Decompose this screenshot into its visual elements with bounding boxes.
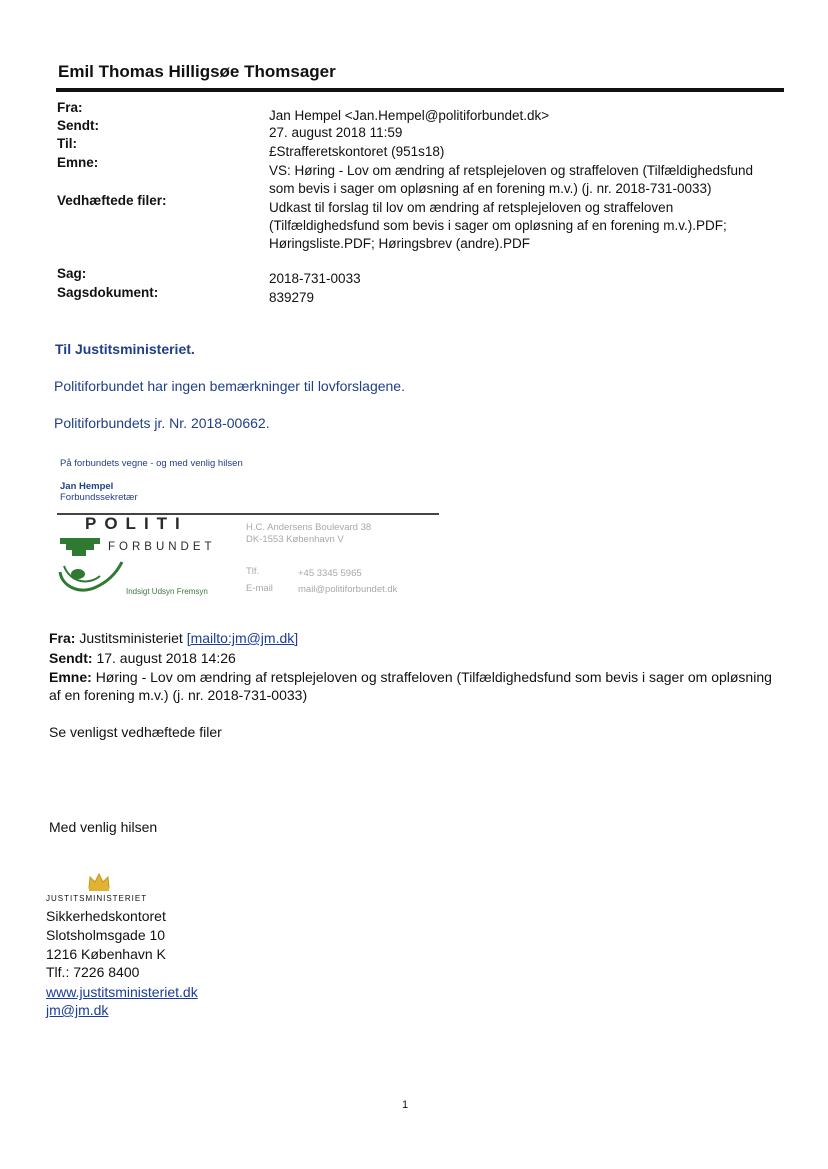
attachment-line: Høringsliste.PDF; Høringsbrev (andre).PDF <box>269 236 531 251</box>
original-from-line <box>49 629 298 647</box>
subject-line: som bevis i sager om opløsning af en forening m.v.) (j. nr. 2018-731-0033) <box>269 181 712 196</box>
email-label: E-mail <box>246 583 273 594</box>
original-closing: Med venlig hilsen <box>49 819 158 835</box>
subject-value <box>269 162 779 198</box>
original-subject-text: Høring - Lov om ændring af retsplejeloven og straffeloven (Tilfældighedsfund som bevis i sager om opløsning <box>95 669 772 685</box>
from-label: Fra: <box>57 100 83 115</box>
crown-icon <box>87 872 111 892</box>
sent-value: 27. august 2018 11:59 <box>269 125 403 140</box>
case-label: Sag: <box>57 266 87 281</box>
case-document-label: Sagsdokument: <box>57 285 159 300</box>
original-from-label: Fra: <box>49 630 76 646</box>
address-line-1: H.C. Andersens Boulevard 38 <box>246 522 372 533</box>
email-value: mail@politiforbundet.dk <box>298 584 398 595</box>
header-rule <box>56 88 784 92</box>
case-value: 2018-731-0033 <box>269 271 361 286</box>
phone-label: Tlf. <box>246 566 260 577</box>
original-from-mailto-link[interactable]: [mailto:jm@jm.dk] <box>186 630 299 646</box>
reply-line-1: Politiforbundet har ingen bemærkninger til lovforslagene. <box>54 378 405 394</box>
jm-street: Slotsholmsgade 10 <box>46 927 166 943</box>
logo-forbundet-text: FORBUNDET <box>108 541 216 553</box>
logo-politi-text: POLITI <box>85 514 188 533</box>
jm-website-link[interactable]: www.justitsministeriet.dk <box>46 984 198 1000</box>
original-sent-line <box>49 649 236 667</box>
attachment-line: Udkast til forslag til lov om ændring af retsplejeloven og straffeloven <box>269 200 674 215</box>
original-sent-value: 17. august 2018 14:26 <box>96 650 236 666</box>
jm-city: 1216 København K <box>46 946 166 962</box>
address-line-2: DK-1553 København V <box>246 534 344 545</box>
original-subject-label: Emne: <box>49 669 92 685</box>
sent-label: Sendt: <box>57 118 99 133</box>
politiforbundet-logo-icon <box>56 536 126 596</box>
original-sent-label: Sendt: <box>49 650 93 666</box>
signature-name: Jan Hempel <box>60 481 114 492</box>
original-subject-line <box>49 668 779 686</box>
to-value: £Strafferetskontoret (951s18) <box>269 144 445 159</box>
signature-title: Forbundssekretær <box>60 492 138 503</box>
reply-greeting: Til Justitsministeriet. <box>55 341 195 357</box>
case-document-value: 839279 <box>269 290 315 305</box>
subject-line: VS: Høring - Lov om ændring af retsplejeloven og straffeloven (Tilfældighedsfund <box>269 163 753 178</box>
jm-email-link[interactable]: jm@jm.dk <box>46 1002 109 1018</box>
attachment-line: (Tilfældighedsfund som bevis i sager om opløsning af en forening m.v.).PDF; <box>269 218 727 233</box>
phone-value: +45 3345 5965 <box>298 568 362 579</box>
to-label: Til: <box>57 136 77 151</box>
document-owner-name: Emil Thomas Hilligsøe Thomsager <box>58 62 336 81</box>
attachments-label: Vedhæftede filer: <box>57 193 167 208</box>
original-body: Se venligst vedhæftede filer <box>49 724 222 740</box>
reply-line-2: Politiforbundets jr. Nr. 2018-00662. <box>54 415 270 431</box>
signature-closing: På forbundets vegne - og med venlig hilsen <box>60 458 243 469</box>
original-from-value: Justitsministeriet <box>79 630 183 646</box>
logo-slogan: Indsigt Udsyn Fremsyn <box>126 587 208 596</box>
jm-logo-text: JUSTITSMINISTERIET <box>46 894 148 903</box>
attachments-value <box>269 199 779 253</box>
original-subject-line-2: af en forening m.v.) (j. nr. 2018-731-0033) <box>49 687 308 703</box>
page-number: 1 <box>402 1099 409 1111</box>
original-subject-block <box>49 668 779 704</box>
jm-department: Sikkerhedskontoret <box>46 908 166 924</box>
subject-label: Emne: <box>57 155 99 170</box>
from-value: Jan Hempel <Jan.Hempel@politiforbundet.dk> <box>269 108 550 123</box>
jm-phone: Tlf.: 7226 8400 <box>46 964 140 980</box>
